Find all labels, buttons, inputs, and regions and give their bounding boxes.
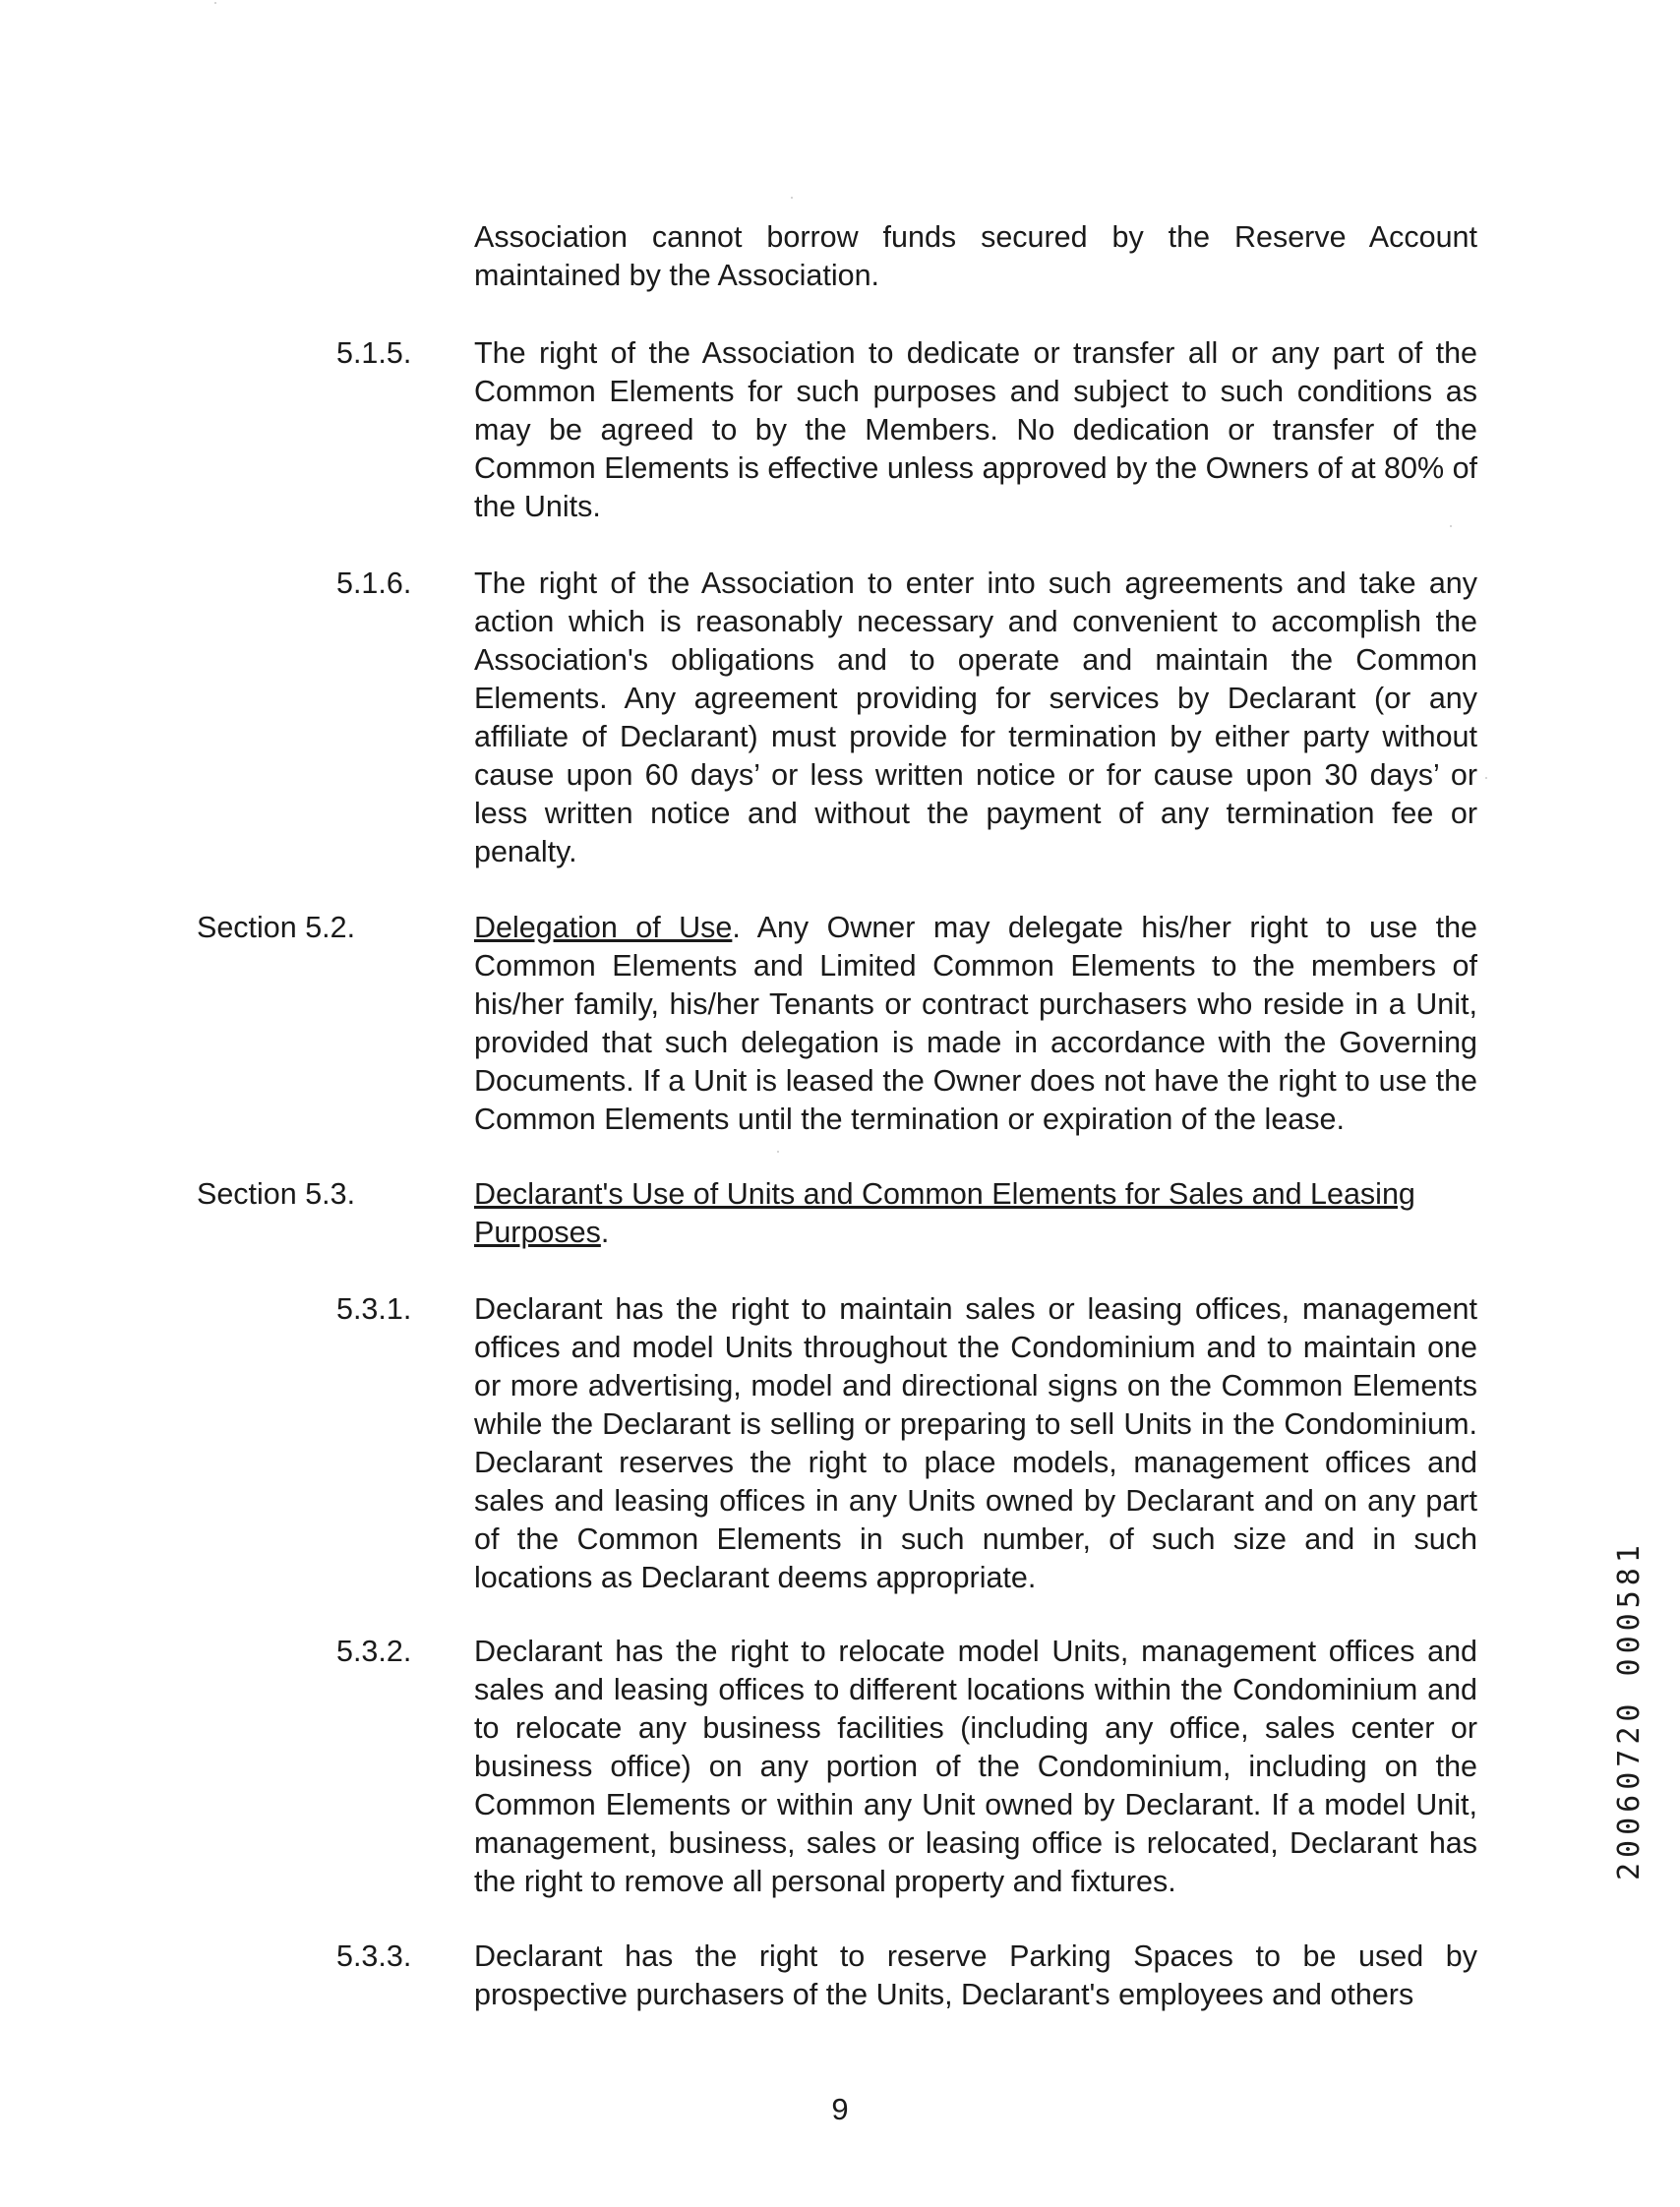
subsection-text: Declarant has the right to reserve Parking Spaces to be used by prospective purchasers of the Units, Declarant's employees and others [474, 1939, 1477, 2011]
subsection-number: 5.1.6. [336, 567, 412, 600]
section-body: . Any Owner may delegate his/her right to use the Common Elements and Limited Common Elements to the members of his/her family, his/her Tenants or contract purchasers who reside in a Unit, provided that such delegation is made in accordance with the Governing Documents. If a Unit is leased the Owner does not have the right to use the Common Elements until the termination or expiration of the lease. [474, 911, 1477, 1136]
section-heading: Delegation of Use [474, 911, 733, 944]
subsection-number: 5.1.5. [336, 336, 412, 370]
continuation-line-2: maintained by the Association. [474, 259, 880, 292]
section-label: Section 5.3. [197, 1177, 356, 1211]
subsection-number: 5.3.1. [336, 1292, 412, 1326]
subsection-number: 5.3.3. [336, 1939, 412, 1973]
section-text [474, 909, 1477, 1139]
section-heading: Declarant's Use of Units and Common Elements for Sales and Leasing Purposes [474, 1177, 1415, 1249]
subsection-text: Declarant has the right to maintain sales or leasing offices, management offices and model Units throughout the Condominium and to maintain one or more advertising, model and directional signs on the Common Elements while the Declarant is selling or preparing to sell Units in the Condominium. Declarant reserves the right to place models, management offices and sales and leasing offices in any Units owned by Declarant and on any part of the Common Elements in such number, of such size and in such locations as Declarant deems appropriate. [474, 1292, 1477, 1594]
scan-speck [1450, 525, 1452, 527]
subsection-text: Declarant has the right to relocate model Units, management offices and sales and leasing offices to different locations within the Condominium and to relocate any business facilities (including any office, sales center or business office) on any portion of the Condominium, including on the Common Elements or within any Unit owned by Declarant. If a model Unit, management, business, sales or leasing office is relocated, Declarant has the right to remove all personal property and fixtures. [474, 1635, 1477, 1898]
recording-stamp: 20060720 000581 [1612, 1540, 1647, 1880]
subsection-number: 5.3.2. [336, 1635, 412, 1668]
subsection-text: The right of the Association to dedicate or transfer all or any part of the Common Elements for such purposes and subject to such conditions as may be agreed to by the Members. No dedication or transfer of the Common Elements is effective unless approved by the Owners of at 80% of the Units. [474, 336, 1478, 523]
subsection-text: The right of the Association to enter into such agreements and take any action which is reasonably necessary and convenient to accomplish the Association's obligations and to operate and maintain the Common Elements. Any agreement providing for services by Declarant (or any affiliate of Declarant) must provide for termination by either party without cause upon 60 days’ or less written notice or for cause upon 30 days’ or less written notice and without the payment of any termination fee or penalty. [474, 567, 1477, 868]
continuation-line-1: Association cannot borrow funds secured by the Reserve Account [474, 220, 1477, 254]
scan-speck [791, 197, 793, 199]
continuation-paragraph [474, 218, 1477, 295]
section-text [474, 1175, 1477, 1252]
scan-speck [214, 2, 216, 4]
section-body: . [600, 1216, 610, 1249]
scan-speck [1485, 777, 1487, 779]
section-label: Section 5.2. [197, 911, 356, 944]
page-number: 9 [831, 2092, 849, 2126]
scan-speck [777, 1151, 779, 1153]
